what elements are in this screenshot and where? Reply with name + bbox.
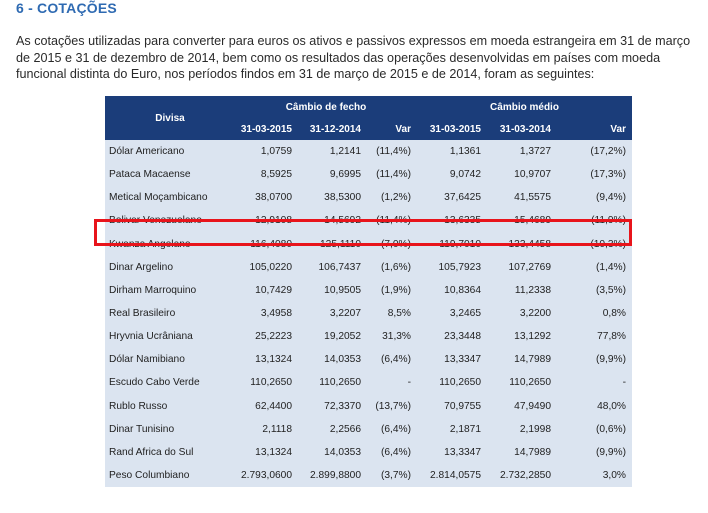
- fecho-2014-cell: 1,2141: [298, 140, 367, 163]
- currency-name-cell: Dirham Marroquino: [105, 279, 235, 302]
- currency-name-cell: Escudo Cabo Verde: [105, 371, 235, 394]
- currency-name-cell: Rand Africa do Sul: [105, 441, 235, 464]
- fecho-var-cell: (6,4%): [367, 441, 417, 464]
- fecho-2015-cell: 8,5925: [235, 163, 298, 186]
- fecho-2014-cell: 72,3370: [298, 395, 367, 418]
- medio-2015-cell: 9,0742: [417, 163, 487, 186]
- fecho-2015-cell: 10,7429: [235, 279, 298, 302]
- medio-var-cell: (1,4%): [557, 256, 632, 279]
- fecho-2014-cell: 14,0353: [298, 348, 367, 371]
- medio-2014-cell: 14,7989: [487, 348, 557, 371]
- medio-var-cell: (11,9%): [557, 209, 632, 232]
- fecho-var-cell: -: [367, 371, 417, 394]
- fecho-var-cell: 8,5%: [367, 302, 417, 325]
- medio-2014-cell: 3,2200: [487, 302, 557, 325]
- fecho-2014-cell: 14,0353: [298, 441, 367, 464]
- intro-paragraph: As cotações utilizadas para converter para euros os ativos e passivos expressos em moeda estrangeira em 31 de março de 2015 e 31 de dezembro de 2014, bem como os resultados das operações desenvolvidas em países com moeda funcional distinta do Euro, nos períodos findos em 31 de março de 2015 e de 2014, foram as seguintes:: [16, 34, 691, 81]
- fecho-var-cell: (6,4%): [367, 348, 417, 371]
- header-fecho-2015: 31-03-2015: [235, 118, 298, 140]
- medio-2014-cell: 41,5575: [487, 186, 557, 209]
- medio-2014-cell: 15,4689: [487, 209, 557, 232]
- medio-var-cell: (9,4%): [557, 186, 632, 209]
- medio-2014-cell: 11,2338: [487, 279, 557, 302]
- medio-2014-cell: 13,1292: [487, 325, 557, 348]
- table-body: [105, 140, 632, 487]
- fecho-var-cell: (11,4%): [367, 209, 417, 232]
- medio-var-cell: (10,3%): [557, 233, 632, 256]
- medio-2015-cell: 3,2465: [417, 302, 487, 325]
- medio-var-cell: (0,6%): [557, 418, 632, 441]
- table-row: [105, 256, 632, 279]
- table-row: [105, 279, 632, 302]
- fecho-2015-cell: 3,4958: [235, 302, 298, 325]
- medio-2015-cell: 119,7010: [417, 233, 487, 256]
- header-medio-2015: 31-03-2015: [417, 118, 487, 140]
- table-row: [105, 163, 632, 186]
- table-row: [105, 302, 632, 325]
- currency-name-cell: Peso Columbiano: [105, 464, 235, 487]
- fecho-2015-cell: 2,1118: [235, 418, 298, 441]
- fecho-var-cell: (11,4%): [367, 140, 417, 163]
- fecho-2015-cell: 105,0220: [235, 256, 298, 279]
- currency-name-cell: Bolivar Venezuelano: [105, 209, 235, 232]
- table-row: [105, 418, 632, 441]
- medio-var-cell: (9,9%): [557, 348, 632, 371]
- currency-name-cell: Dinar Tunisino: [105, 418, 235, 441]
- fecho-var-cell: (1,6%): [367, 256, 417, 279]
- currency-name-cell: Dólar Americano: [105, 140, 235, 163]
- medio-2014-cell: 10,9707: [487, 163, 557, 186]
- medio-var-cell: (17,3%): [557, 163, 632, 186]
- fecho-2015-cell: 13,1324: [235, 441, 298, 464]
- medio-2015-cell: 37,6425: [417, 186, 487, 209]
- medio-2014-cell: 110,2650: [487, 371, 557, 394]
- medio-2015-cell: 110,2650: [417, 371, 487, 394]
- fecho-2015-cell: 38,0700: [235, 186, 298, 209]
- medio-2014-cell: 14,7989: [487, 441, 557, 464]
- table-row: [105, 395, 632, 418]
- table-row: [105, 371, 632, 394]
- fecho-2014-cell: 2.899,8800: [298, 464, 367, 487]
- medio-2014-cell: 1,3727: [487, 140, 557, 163]
- medio-2015-cell: 10,8364: [417, 279, 487, 302]
- medio-2015-cell: 70,9755: [417, 395, 487, 418]
- table-row: [105, 233, 632, 256]
- fecho-2014-cell: 19,2052: [298, 325, 367, 348]
- fecho-var-cell: (13,7%): [367, 395, 417, 418]
- table-row: [105, 209, 632, 232]
- fecho-2014-cell: 14,5692: [298, 209, 367, 232]
- header-divisa: Divisa: [105, 96, 235, 140]
- medio-2015-cell: 105,7923: [417, 256, 487, 279]
- fecho-2014-cell: 9,6995: [298, 163, 367, 186]
- fecho-var-cell: 31,3%: [367, 325, 417, 348]
- currency-name-cell: Pataca Macaense: [105, 163, 235, 186]
- fecho-var-cell: (3,7%): [367, 464, 417, 487]
- exchange-rates-table-wrapper: [105, 96, 632, 487]
- fecho-2015-cell: 62,4400: [235, 395, 298, 418]
- fecho-var-cell: (7,0%): [367, 233, 417, 256]
- table-row: [105, 348, 632, 371]
- fecho-2015-cell: 110,2650: [235, 371, 298, 394]
- table-row: [105, 186, 632, 209]
- medio-2015-cell: 23,3448: [417, 325, 487, 348]
- currency-name-cell: Dólar Namibiano: [105, 348, 235, 371]
- medio-var-cell: (17,2%): [557, 140, 632, 163]
- header-fecho-2014: 31-12-2014: [298, 118, 367, 140]
- currency-name-cell: Kwanza Angolano: [105, 233, 235, 256]
- medio-2015-cell: 2,1871: [417, 418, 487, 441]
- currency-name-cell: Rublo Russo: [105, 395, 235, 418]
- medio-2015-cell: 13,6335: [417, 209, 487, 232]
- medio-var-cell: 48,0%: [557, 395, 632, 418]
- table-row: [105, 140, 632, 163]
- medio-2014-cell: 2.732,2850: [487, 464, 557, 487]
- medio-var-cell: (9,9%): [557, 441, 632, 464]
- medio-2014-cell: 47,9490: [487, 395, 557, 418]
- header-cambio-medio: Câmbio médio: [417, 96, 632, 118]
- header-medio-var: Var: [557, 118, 632, 140]
- exchange-rates-table: [105, 96, 632, 487]
- medio-var-cell: 77,8%: [557, 325, 632, 348]
- currency-name-cell: Dinar Argelino: [105, 256, 235, 279]
- currency-name-cell: Metical Moçambicano: [105, 186, 235, 209]
- medio-2014-cell: 133,4458: [487, 233, 557, 256]
- fecho-2014-cell: 10,9505: [298, 279, 367, 302]
- fecho-2015-cell: 116,4080: [235, 233, 298, 256]
- medio-var-cell: (3,5%): [557, 279, 632, 302]
- fecho-2014-cell: 110,2650: [298, 371, 367, 394]
- fecho-var-cell: (11,4%): [367, 163, 417, 186]
- medio-2014-cell: 107,2769: [487, 256, 557, 279]
- header-cambio-fecho: Câmbio de fecho: [235, 96, 417, 118]
- fecho-2015-cell: 13,1324: [235, 348, 298, 371]
- medio-var-cell: 0,8%: [557, 302, 632, 325]
- table-row: [105, 441, 632, 464]
- fecho-2015-cell: 25,2223: [235, 325, 298, 348]
- fecho-2015-cell: 1,0759: [235, 140, 298, 163]
- medio-var-cell: 3,0%: [557, 464, 632, 487]
- medio-2015-cell: 13,3347: [417, 441, 487, 464]
- table-row: [105, 464, 632, 487]
- fecho-var-cell: (1,2%): [367, 186, 417, 209]
- header-medio-2014: 31-03-2014: [487, 118, 557, 140]
- medio-2015-cell: 2.814,0575: [417, 464, 487, 487]
- fecho-2015-cell: 2.793,0600: [235, 464, 298, 487]
- fecho-2014-cell: 125,1110: [298, 233, 367, 256]
- fecho-2014-cell: 3,2207: [298, 302, 367, 325]
- fecho-2015-cell: 12,9108: [235, 209, 298, 232]
- medio-2015-cell: 13,3347: [417, 348, 487, 371]
- fecho-2014-cell: 38,5300: [298, 186, 367, 209]
- medio-2014-cell: 2,1998: [487, 418, 557, 441]
- table-header: [105, 96, 632, 140]
- medio-var-cell: -: [557, 371, 632, 394]
- header-fecho-var: Var: [367, 118, 417, 140]
- fecho-2014-cell: 2,2566: [298, 418, 367, 441]
- fecho-2014-cell: 106,7437: [298, 256, 367, 279]
- table-row: [105, 325, 632, 348]
- fecho-var-cell: (6,4%): [367, 418, 417, 441]
- currency-name-cell: Hryvnia Ucrâniana: [105, 325, 235, 348]
- medio-2015-cell: 1,1361: [417, 140, 487, 163]
- fecho-var-cell: (1,9%): [367, 279, 417, 302]
- section-title: 6 - COTAÇÕES: [16, 0, 117, 16]
- currency-name-cell: Real Brasileiro: [105, 302, 235, 325]
